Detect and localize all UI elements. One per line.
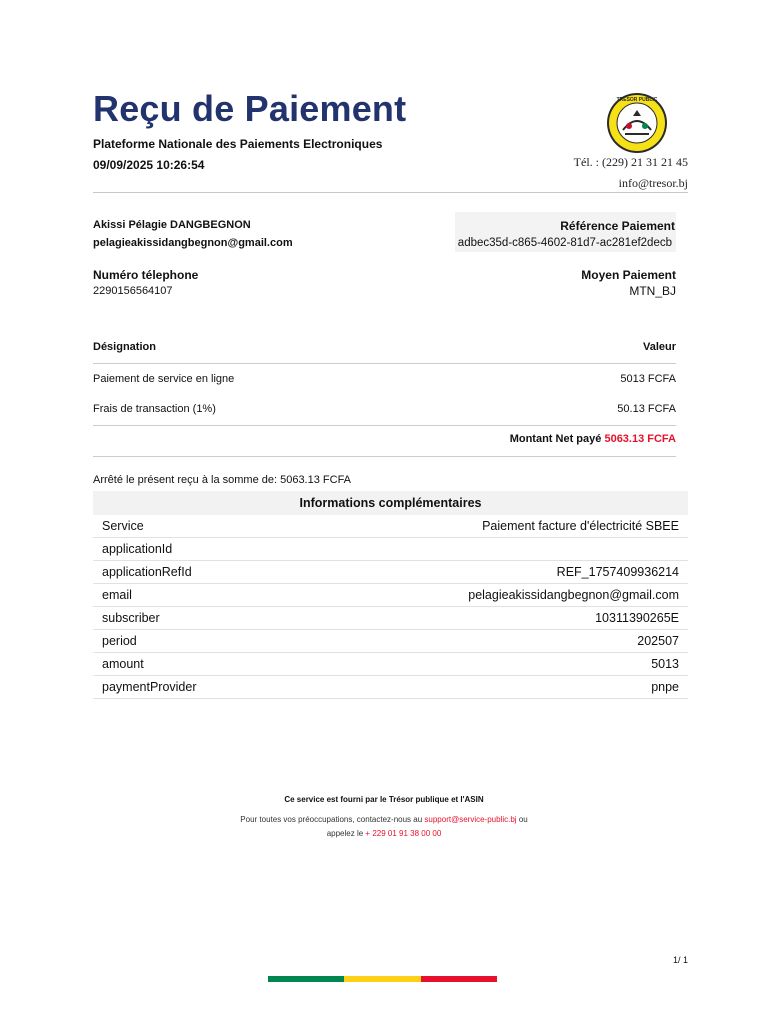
info-value: Paiement facture d'électricité SBEE xyxy=(289,515,688,538)
flag-yellow-band xyxy=(344,976,420,982)
info-value: 202507 xyxy=(289,630,688,653)
footer-contact-suffix: ou xyxy=(518,815,528,824)
info-key: period xyxy=(93,630,289,653)
table-row xyxy=(93,538,688,561)
flag-red-band xyxy=(421,976,497,982)
phone-label: Numéro télephone xyxy=(93,268,199,282)
net-amount-value: 5063.13 FCFA xyxy=(604,433,676,445)
page-title: Reçu de Paiement xyxy=(93,88,407,129)
info-key: paymentProvider xyxy=(93,676,289,699)
info-key: applicationId xyxy=(93,538,289,561)
info-key: applicationRefId xyxy=(93,561,289,584)
contact-email: info@tresor.bj xyxy=(618,176,688,190)
footer-provider-note: Ce service est fourni par le Trésor publique et l'ASIN xyxy=(284,795,484,804)
payer-name: Akissi Pélagie DANGBEGNON xyxy=(93,219,251,231)
item-value: 5013 FCFA xyxy=(620,373,676,385)
flag-green-band xyxy=(268,976,344,982)
info-table xyxy=(93,491,688,699)
payer-email: pelagieakissidangbegnon@gmail.com xyxy=(93,237,293,249)
support-email-link[interactable]: support@service-public.bj xyxy=(424,815,517,824)
designation-header: Désignation xyxy=(93,341,156,353)
reference-label: Référence Paiement xyxy=(560,219,675,233)
item-value: 50.13 FCFA xyxy=(617,403,676,415)
table-row xyxy=(93,607,688,630)
tresor-public-logo xyxy=(605,92,669,154)
footer-contact-line xyxy=(0,815,768,824)
table-row xyxy=(93,584,688,607)
table-row xyxy=(93,561,688,584)
info-value: pnpe xyxy=(289,676,688,699)
info-key: subscriber xyxy=(93,607,289,630)
net-divider xyxy=(93,456,676,457)
net-amount xyxy=(510,433,676,445)
support-phone-link[interactable]: + 229 01 91 38 00 00 xyxy=(365,829,442,838)
benin-flag-stripe xyxy=(268,976,497,982)
item-designation: Frais de transaction (1%) xyxy=(93,403,216,415)
table-row xyxy=(93,676,688,699)
logo-text: TRESOR PUBLIC xyxy=(616,97,658,103)
amount-summary: Arrêté le présent reçu à la somme de: 5063.13 FCFA xyxy=(93,474,352,486)
info-value: 5013 xyxy=(289,653,688,676)
items-header-divider xyxy=(93,363,676,364)
info-value: REF_1757409936214 xyxy=(289,561,688,584)
info-key: Service xyxy=(93,515,289,538)
receipt-datetime: 09/09/2025 10:26:54 xyxy=(93,158,205,172)
page-number: 1/ 1 xyxy=(672,955,688,965)
payment-method-label: Moyen Paiement xyxy=(581,268,676,282)
table-row xyxy=(93,653,688,676)
phone-value: 2290156564107 xyxy=(93,285,173,297)
header-divider xyxy=(93,192,688,193)
info-value: 10311390265E xyxy=(289,607,688,630)
item-designation: Paiement de service en ligne xyxy=(93,373,235,385)
platform-subtitle: Plateforme Nationale des Paiements Electroniques xyxy=(93,137,383,151)
table-row xyxy=(93,630,688,653)
info-key: email xyxy=(93,584,289,607)
info-value xyxy=(289,538,688,561)
items-footer-divider xyxy=(93,425,676,426)
footer-phone-text: appelez le xyxy=(326,829,364,838)
info-value: pelagieakissidangbegnon@gmail.com xyxy=(289,584,688,607)
net-amount-label: Montant Net payé xyxy=(509,433,602,445)
info-table-title: Informations complémentaires xyxy=(93,491,688,515)
reference-value: adbec35d-c865-4602-81d7-ac281ef2decb xyxy=(457,237,672,249)
footer-phone-line xyxy=(0,829,768,838)
footer-contact-text: Pour toutes vos préoccupations, contactez-nous au xyxy=(240,815,423,824)
contact-phone: Tél. : (229) 21 31 21 45 xyxy=(573,155,688,169)
info-key: amount xyxy=(93,653,289,676)
table-row xyxy=(93,515,688,538)
payment-method-value: MTN_BJ xyxy=(629,284,676,298)
value-header: Valeur xyxy=(642,341,676,353)
